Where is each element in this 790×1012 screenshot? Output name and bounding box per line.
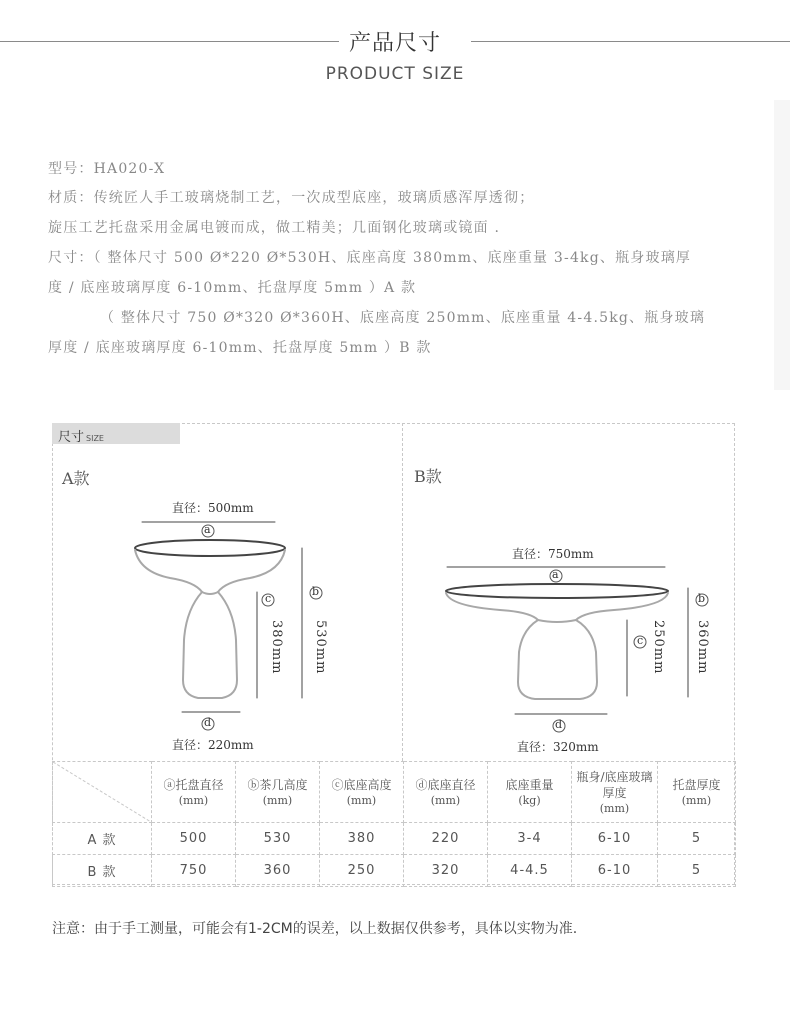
header-unit: (kg) bbox=[518, 794, 541, 807]
disclaimer-note: 注意：由于手工测量，可能会有1-2CM的误差，以上数据仅供参考，具体以实物为准. bbox=[52, 921, 578, 937]
table-header-tray-diameter bbox=[152, 762, 236, 823]
header-label: 托盘厚度 bbox=[672, 778, 721, 792]
table-cell: 220 bbox=[404, 823, 488, 855]
header-unit: (mm) bbox=[346, 794, 377, 807]
header-label: ⓓ底座直径 bbox=[415, 778, 476, 792]
model-b-total-height: 360mm bbox=[695, 620, 710, 675]
model-a-total-height: 530mm bbox=[313, 620, 328, 675]
spec-material-2: 旋压工艺托盘采用金属电镀而成，做工精美；几面钢化玻璃或镜面 . bbox=[48, 220, 501, 236]
table-cell: 6-10 bbox=[572, 823, 658, 855]
header-label: 底座重量 bbox=[505, 778, 554, 792]
model-b-marker-b: b bbox=[698, 592, 706, 605]
header-unit: (mm) bbox=[599, 802, 630, 815]
model-a-base-height: 380mm bbox=[269, 620, 284, 675]
model-b-drawing bbox=[446, 567, 708, 732]
header-unit: (mm) bbox=[178, 794, 209, 807]
header-unit: (mm) bbox=[681, 794, 712, 807]
header-label: ⓒ底座高度 bbox=[331, 778, 392, 792]
model-a-top-diameter: 直径：500mm bbox=[172, 501, 254, 515]
model-b-top-diameter: 直径：750mm bbox=[512, 547, 594, 561]
table-header-base-diameter bbox=[404, 762, 488, 823]
table-row bbox=[53, 823, 736, 855]
table-cell: 6-10 bbox=[572, 855, 658, 887]
model-a-tray-rim bbox=[135, 540, 285, 556]
model-b-tray-rim bbox=[446, 584, 668, 598]
page-subtitle: PRODUCT SIZE bbox=[325, 64, 465, 84]
table-row bbox=[53, 855, 736, 887]
spec-size-a-1: 尺寸：（ 整体尺寸 500 Ø*220 Ø*530H、底座高度 380mm、底座重量 3-4kg、瓶身玻璃厚 bbox=[48, 250, 692, 266]
model-a-marker-c: c bbox=[265, 592, 272, 605]
model-b-marker-c: c bbox=[637, 634, 644, 647]
table-cell: 380 bbox=[320, 823, 404, 855]
table-cell: 750 bbox=[152, 855, 236, 887]
spec-material-1: 材质：传统匠人手工玻璃烧制工艺，一次成型底座，玻璃质感浑厚透彻； bbox=[48, 190, 535, 206]
table-header-tray-thickness bbox=[658, 762, 736, 823]
size-table bbox=[52, 761, 736, 887]
header-label: 瓶身/底座玻璃厚度 bbox=[576, 770, 653, 800]
table-header-base-height bbox=[320, 762, 404, 823]
spec-model: 型号：HA020-X bbox=[48, 161, 166, 177]
header-unit: (mm) bbox=[430, 794, 461, 807]
size-tab-en: SIZE bbox=[86, 434, 104, 443]
row-label: B 款 bbox=[53, 855, 152, 887]
model-a-label: A款 bbox=[62, 469, 90, 488]
model-a-neck bbox=[202, 592, 218, 594]
model-b-base bbox=[518, 620, 597, 699]
table-cell: 250 bbox=[320, 855, 404, 887]
table-cell: 3-4 bbox=[488, 823, 572, 855]
table-header-table-height bbox=[236, 762, 320, 823]
header-unit: (mm) bbox=[262, 794, 293, 807]
size-tab-cn: 尺寸 bbox=[58, 430, 85, 445]
table-cell: 5 bbox=[658, 823, 736, 855]
model-a-marker-b: b bbox=[312, 585, 320, 598]
header-label: ⓐ托盘直径 bbox=[163, 778, 224, 792]
table-cell: 320 bbox=[404, 855, 488, 887]
spec-size-b-1: （ 整体尺寸 750 Ø*320 Ø*360H、底座高度 250mm、底座重量 4-4.5kg、瓶身玻璃 bbox=[100, 310, 706, 326]
model-a-marker-d: d bbox=[204, 716, 212, 729]
table-cell: 5 bbox=[658, 855, 736, 887]
header-label: ⓑ茶几高度 bbox=[247, 778, 308, 792]
table-cell: 530 bbox=[236, 823, 320, 855]
model-b-bottom-diameter: 直径：320mm bbox=[517, 740, 599, 754]
table-cell: 4-4.5 bbox=[488, 855, 572, 887]
model-b-marker-a: a bbox=[552, 568, 559, 581]
model-b-label: B款 bbox=[414, 467, 442, 486]
model-b-marker-d: d bbox=[555, 718, 563, 731]
model-a-drawing bbox=[135, 522, 322, 730]
table-cell: 500 bbox=[152, 823, 236, 855]
spec-size-b-2: 厚度 / 底座玻璃厚度 6-10mm、托盘厚度 5mm ）B 款 bbox=[48, 340, 432, 356]
table-header-base-weight bbox=[488, 762, 572, 823]
spec-size-a-2: 度 / 底座玻璃厚度 6-10mm、托盘厚度 5mm ）A 款 bbox=[48, 280, 417, 296]
row-label: A 款 bbox=[53, 823, 152, 855]
page-title: 产品尺寸 bbox=[0, 26, 790, 57]
model-b-base-height: 250mm bbox=[651, 620, 666, 675]
table-cell: 360 bbox=[236, 855, 320, 887]
table-header-row bbox=[53, 762, 736, 823]
table-corner bbox=[53, 762, 152, 823]
model-b-neck bbox=[538, 620, 576, 622]
model-a-bottom-diameter: 直径：220mm bbox=[172, 738, 254, 752]
table-header-glass-thickness bbox=[572, 762, 658, 823]
model-a-base bbox=[183, 592, 237, 698]
model-a-marker-a: a bbox=[204, 523, 211, 536]
